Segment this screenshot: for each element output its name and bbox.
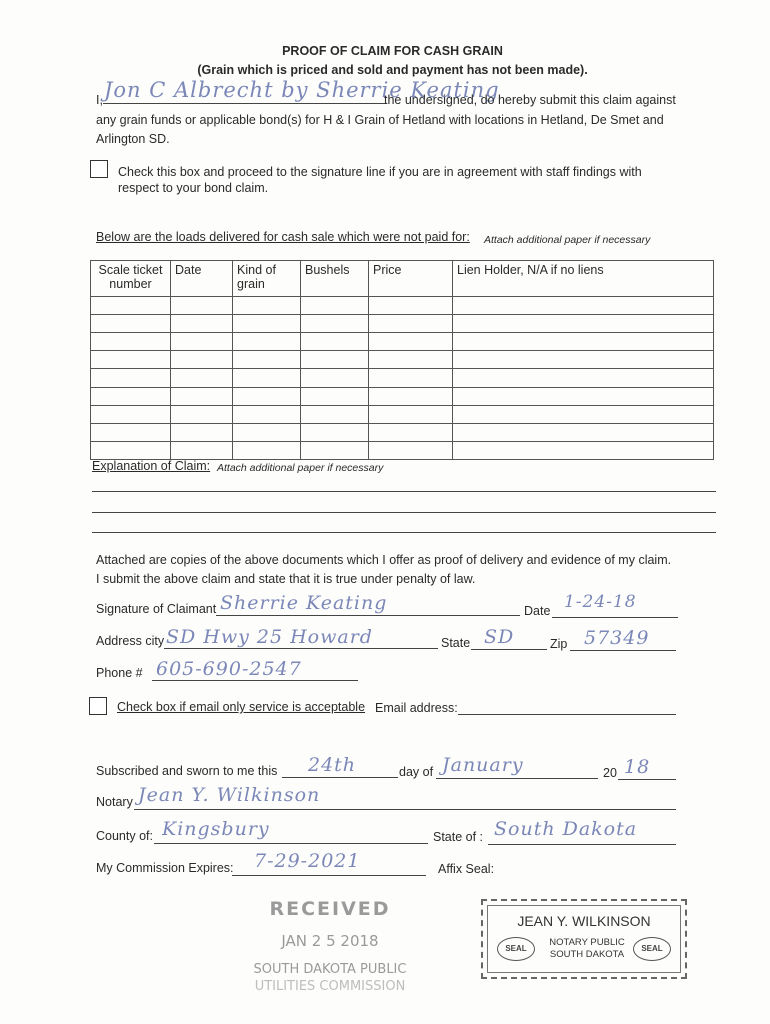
county-handwriting: Kingsbury [162,818,270,840]
address-label: Address city [96,634,165,648]
phone-line[interactable] [152,680,358,681]
state-label: State [441,636,471,650]
address-handwriting: SD Hwy 25 Howard [166,626,373,648]
table-cell[interactable] [171,351,233,369]
notary-name-handwriting: Jean Y. Wilkinson [138,784,321,806]
loads-body [91,297,714,460]
notary-seal-stamp [481,899,687,979]
form-title: PROOF OF CLAIM FOR CASH GRAIN [282,44,503,58]
received-stamp-org-line1: SOUTH DAKOTA PUBLIC [253,962,407,977]
col-header-lien-holder: Lien Holder, N/A if no liens [453,261,714,297]
table-row [91,369,714,387]
table-cell[interactable] [369,297,453,315]
table-cell[interactable] [233,333,301,351]
email-label: Email address: [375,701,458,715]
table-cell[interactable] [301,441,369,459]
agreement-checkbox[interactable] [90,160,108,178]
table-cell[interactable] [233,423,301,441]
notary-seal-name: JEAN Y. WILKINSON [517,913,651,929]
sworn-month-handwriting: January [442,754,524,776]
table-cell[interactable] [369,387,453,405]
state-handwriting: SD [484,626,515,648]
attestation-line2: I submit the above claim and state that it is true under penalty of law. [96,572,476,586]
table-cell[interactable] [369,405,453,423]
table-cell[interactable] [171,297,233,315]
table-cell[interactable] [369,423,453,441]
notary-state-line[interactable] [488,844,676,845]
received-stamp-word: RECEIVED [269,898,391,920]
table-cell[interactable] [91,315,171,333]
notary-label: Notary [96,795,133,809]
table-cell[interactable] [369,441,453,459]
sworn-day-handwriting: 24th [308,754,357,776]
table-row [91,333,714,351]
address-line[interactable] [164,648,438,649]
explanation-line-3[interactable] [92,532,716,533]
table-cell[interactable] [453,333,714,351]
county-line[interactable] [154,843,428,844]
phone-handwriting: 605-690-2547 [156,658,302,680]
table-cell[interactable] [301,297,369,315]
table-cell[interactable] [369,333,453,351]
table-cell[interactable] [171,441,233,459]
table-cell[interactable] [369,351,453,369]
sworn-year-handwriting: 18 [624,756,651,778]
loads-table [90,260,714,460]
table-cell[interactable] [91,369,171,387]
sworn-year-line[interactable] [618,779,676,780]
table-cell[interactable] [453,351,714,369]
table-cell[interactable] [453,387,714,405]
table-cell[interactable] [91,441,171,459]
table-cell[interactable] [369,315,453,333]
date-label: Date [524,604,551,618]
table-cell[interactable] [301,423,369,441]
table-cell[interactable] [171,369,233,387]
date-line[interactable] [552,617,678,618]
commission-handwriting: 7-29-2021 [254,850,361,872]
table-cell[interactable] [233,297,301,315]
table-cell[interactable] [453,369,714,387]
intro-text-line1: the undersigned, do hereby submit this claim against [384,93,676,107]
table-cell[interactable] [91,387,171,405]
notary-seal-line1: NOTARY PUBLIC [549,937,625,948]
received-stamp-date: JAN 2 5 2018 [281,932,379,950]
signature-label: Signature of Claimant [96,602,217,616]
table-row [91,423,714,441]
col-header-bushels: Bushels [301,261,369,297]
table-cell[interactable] [91,405,171,423]
commission-label: My Commission Expires: [96,861,234,875]
intro-prefix: I, [96,93,103,107]
table-row [91,441,714,459]
table-row [91,351,714,369]
claimant-name-handwriting: Jon C Albrecht by Sherrie Keating [104,78,500,102]
phone-label: Phone # [96,666,143,680]
zip-label: Zip [550,637,568,651]
year-prefix: 20 [603,766,617,780]
table-cell[interactable] [301,351,369,369]
table-row [91,297,714,315]
email-line[interactable] [458,714,676,715]
commission-line[interactable] [232,875,426,876]
explanation-note: Attach additional paper if necessary [217,462,384,474]
county-label: County of: [96,829,153,843]
table-cell[interactable] [453,423,714,441]
notary-state-handwriting: South Dakota [494,818,638,840]
table-cell[interactable] [233,369,301,387]
sworn-day-line[interactable] [282,777,398,778]
day-of-label: day of [399,765,434,779]
table-cell[interactable] [301,315,369,333]
intro-text-line3: Arlington SD. [96,132,170,146]
col-header-price: Price [369,261,453,297]
table-cell[interactable] [233,441,301,459]
table-cell[interactable] [233,405,301,423]
state-line[interactable] [471,649,547,650]
email-service-checkbox[interactable] [89,697,107,715]
explanation-line-2[interactable] [92,512,716,513]
table-cell[interactable] [301,405,369,423]
table-cell[interactable] [171,387,233,405]
loads-note: Attach additional paper if necessary [484,234,651,246]
zip-handwriting: 57349 [584,627,650,649]
notary-line[interactable] [134,809,676,810]
sworn-label: Subscribed and sworn to me this [96,764,278,778]
table-row [91,405,714,423]
agreement-text-line2: respect to your bond claim. [118,181,269,195]
table-cell[interactable] [233,387,301,405]
explanation-line-1[interactable] [92,491,716,492]
form-subtitle: (Grain which is priced and sold and payment has not been made). [197,63,588,77]
table-cell[interactable] [91,423,171,441]
col-header-scale-ticket: Scale ticket number [91,261,171,297]
table-cell[interactable] [91,333,171,351]
signature-handwriting: Sherrie Keating [220,592,388,614]
claimant-name-line [103,103,386,104]
notary-seal-line2: SOUTH DAKOTA [549,949,625,960]
table-cell[interactable] [171,405,233,423]
table-cell[interactable] [301,333,369,351]
table-cell[interactable] [171,315,233,333]
table-cell[interactable] [233,351,301,369]
email-service-label: Check box if email only service is acceptable [117,700,366,714]
zip-line[interactable] [570,650,676,651]
table-row [91,387,714,405]
col-header-kind: Kind of grain [233,261,301,297]
table-cell[interactable] [453,405,714,423]
table-cell[interactable] [171,333,233,351]
explanation-heading: Explanation of Claim: [92,459,211,473]
col-header-date: Date [171,261,233,297]
table-cell[interactable] [453,315,714,333]
table-cell[interactable] [91,297,171,315]
notary-seal-right-oval: SEAL [633,937,671,961]
date-handwriting: 1-24-18 [564,592,637,612]
table-cell[interactable] [233,315,301,333]
sworn-month-line[interactable] [436,778,598,779]
loads-heading: Below are the loads delivered for cash sale which were not paid for: [96,230,470,244]
attestation-line1: Attached are copies of the above documents which I offer as proof of delivery and evidence of my claim. [96,553,672,567]
received-stamp-org-line2: UTILITIES COMMISSION [254,979,406,994]
table-cell[interactable] [301,369,369,387]
table-row [91,315,714,333]
table-cell[interactable] [301,387,369,405]
table-cell[interactable] [171,423,233,441]
table-cell[interactable] [369,369,453,387]
intro-text-line2: any grain funds or applicable bond(s) for H & I Grain of Hetland with locations in Hetland, De Smet and [96,113,664,127]
table-cell[interactable] [453,441,714,459]
table-cell[interactable] [453,297,714,315]
agreement-text-line1: Check this box and proceed to the signature line if you are in agreement with staff findings with [118,165,642,179]
affix-seal-label: Affix Seal: [438,862,495,876]
notary-seal-left-oval: SEAL [497,937,535,961]
table-cell[interactable] [91,351,171,369]
notary-state-label: State of : [433,830,484,844]
signature-line[interactable] [216,615,520,616]
loads-header-row [91,261,714,297]
